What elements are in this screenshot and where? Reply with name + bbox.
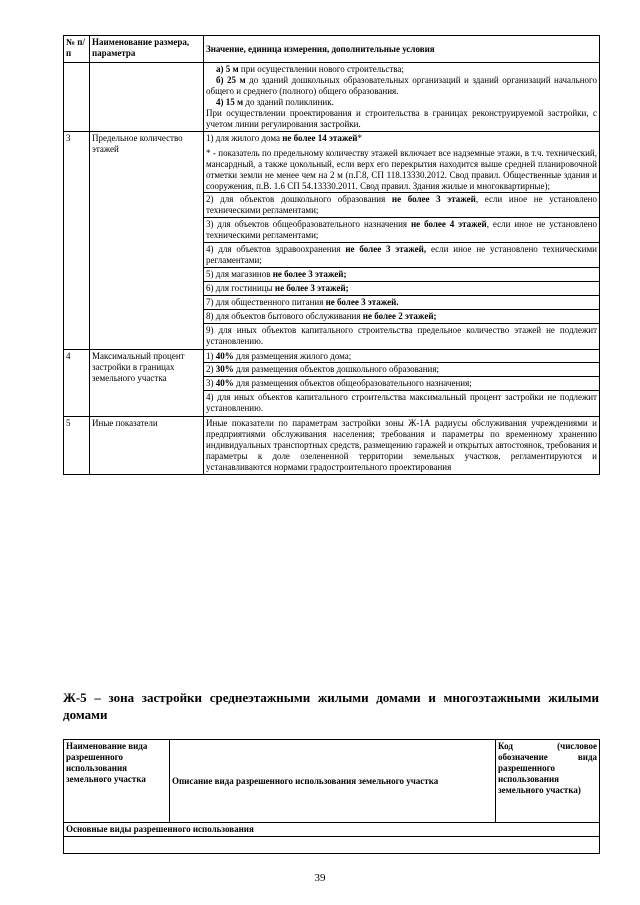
table-row-5: [64, 417, 600, 475]
row3-name: Предельное количество этажей: [90, 132, 204, 350]
section-main-uses: Основные виды разрешенного использования: [64, 823, 600, 837]
row3-item: 9) для иных объектов капитального строительства предельное количество этажей не подлежит установлению.: [206, 325, 597, 346]
row4-value: [204, 350, 600, 417]
cont-line-b: б) 25 м до зданий дошкольных образовательных организаций и зданий организаций начального общего и среднего (полного) общего образования.: [206, 75, 597, 96]
row3-item: 5) для магазинов не более 3 этажей;: [204, 267, 599, 281]
row5-name: Иные показатели: [90, 417, 204, 475]
row5-value: Иные показатели по параметрам застройки зоны Ж-1А радиусы обслуживания учреждениями и предприятиями обслуживания населения; требования и параметры по временному хранению индивидуальных транспортных средств, размещению гаражей и открытых автостоянок, требования и параметры к доле озелененной территории земельных участков, регламентируются и устанавливаются нормами градостроительного проектирования: [204, 417, 600, 475]
row4-item: 2) 30% для размещения объектов дошкольного образования;: [204, 362, 599, 376]
row3-footnote: * - показатель по предельному количеству этажей включает все надземные этажи, в т.ч. технический, мансардный, а также цокольный, если верх его перекрытия находится выше средней планировочной отметки земли не менее чем на 2 м (п.Г.8, СП 118.13330.2012. Свод правил. Общественные здания и сооружения, п.В. 1.6 СП 54.13330.2011. Свод правил. Здания жилые и многоквартирные);: [206, 148, 597, 191]
row3-item: 7) для общественного питания не более 3 этажей.: [204, 295, 599, 309]
col-header-name: Наименование вида разрешенного использования земельного участка: [64, 740, 170, 823]
row3-item: 8) для объектов бытового обслуживания не более 2 этажей;: [204, 309, 599, 323]
table2-empty-row: [64, 837, 600, 854]
cont-line-a: а) 5 м при осуществлении нового строительства;: [216, 64, 404, 74]
page-number: 39: [314, 872, 326, 884]
table-row-continuation: [64, 63, 600, 132]
header-num: № п/п: [64, 36, 90, 63]
col-header-description: Описание вида разрешенного использования земельного участка: [170, 740, 496, 823]
table2-header-row: [64, 740, 600, 823]
row3-num: 3: [64, 132, 90, 350]
row4-item: 3) 40% для размещения объектов общеобразовательного назначения;: [204, 376, 599, 390]
cont-line-4: 4) 15 м до зданий поликлиник.: [216, 97, 334, 107]
continuation-cell: [204, 63, 600, 132]
row4-item: 4) для иных объектов капитального строительства максимальный процент застройки не подлежит установлению.: [206, 392, 597, 413]
row3-item: 2) для объектов дошкольного образования не более 3 этажей, если иное не установлено техническими регламентами;: [206, 194, 597, 215]
row5-num: 5: [64, 417, 90, 475]
zone-heading: Ж-5 – зона застройки среднеэтажными жилыми домами и многоэтажными жилыми домами: [63, 690, 599, 722]
cont-line-note: При осуществлении проектирования и строительства в границах реконструируемой застройки, с учетом линии регулирования застройки.: [206, 108, 597, 129]
header-name: Наименование размера, параметра: [90, 36, 204, 63]
table2-section-row: [64, 823, 600, 837]
header-value: Значение, единица измерения, дополнительные условия: [204, 36, 600, 63]
row3-item: 4) для объектов здравоохранения не более 3 этажей, если иное не установлено техническими регламентами;: [206, 244, 597, 265]
row3-value: [204, 132, 600, 350]
row4-num: 4: [64, 350, 90, 417]
parameters-table: [63, 35, 600, 475]
permitted-use-table: [63, 739, 600, 854]
col-header-code: Код (числовое обозначение вида разрешенного использования земельного участка): [496, 740, 600, 823]
table-row-3: [64, 132, 600, 350]
table-header-row: [64, 36, 600, 63]
row3-item: 6) для гостиницы не более 3 этажей;: [204, 281, 599, 295]
row3-item: 3) для объектов общеобразовательного назначения не более 4 этажей, если иное не установлено техническими регламентами;: [206, 219, 597, 240]
table-row-4: [64, 350, 600, 417]
row4-item: 1) 40% для размещения жилого дома;: [206, 351, 352, 361]
row4-name: Максимальный процент застройки в границах земельного участка: [90, 350, 204, 417]
row3-item: 1) для жилого дома не более 14 этажей*: [206, 133, 362, 143]
